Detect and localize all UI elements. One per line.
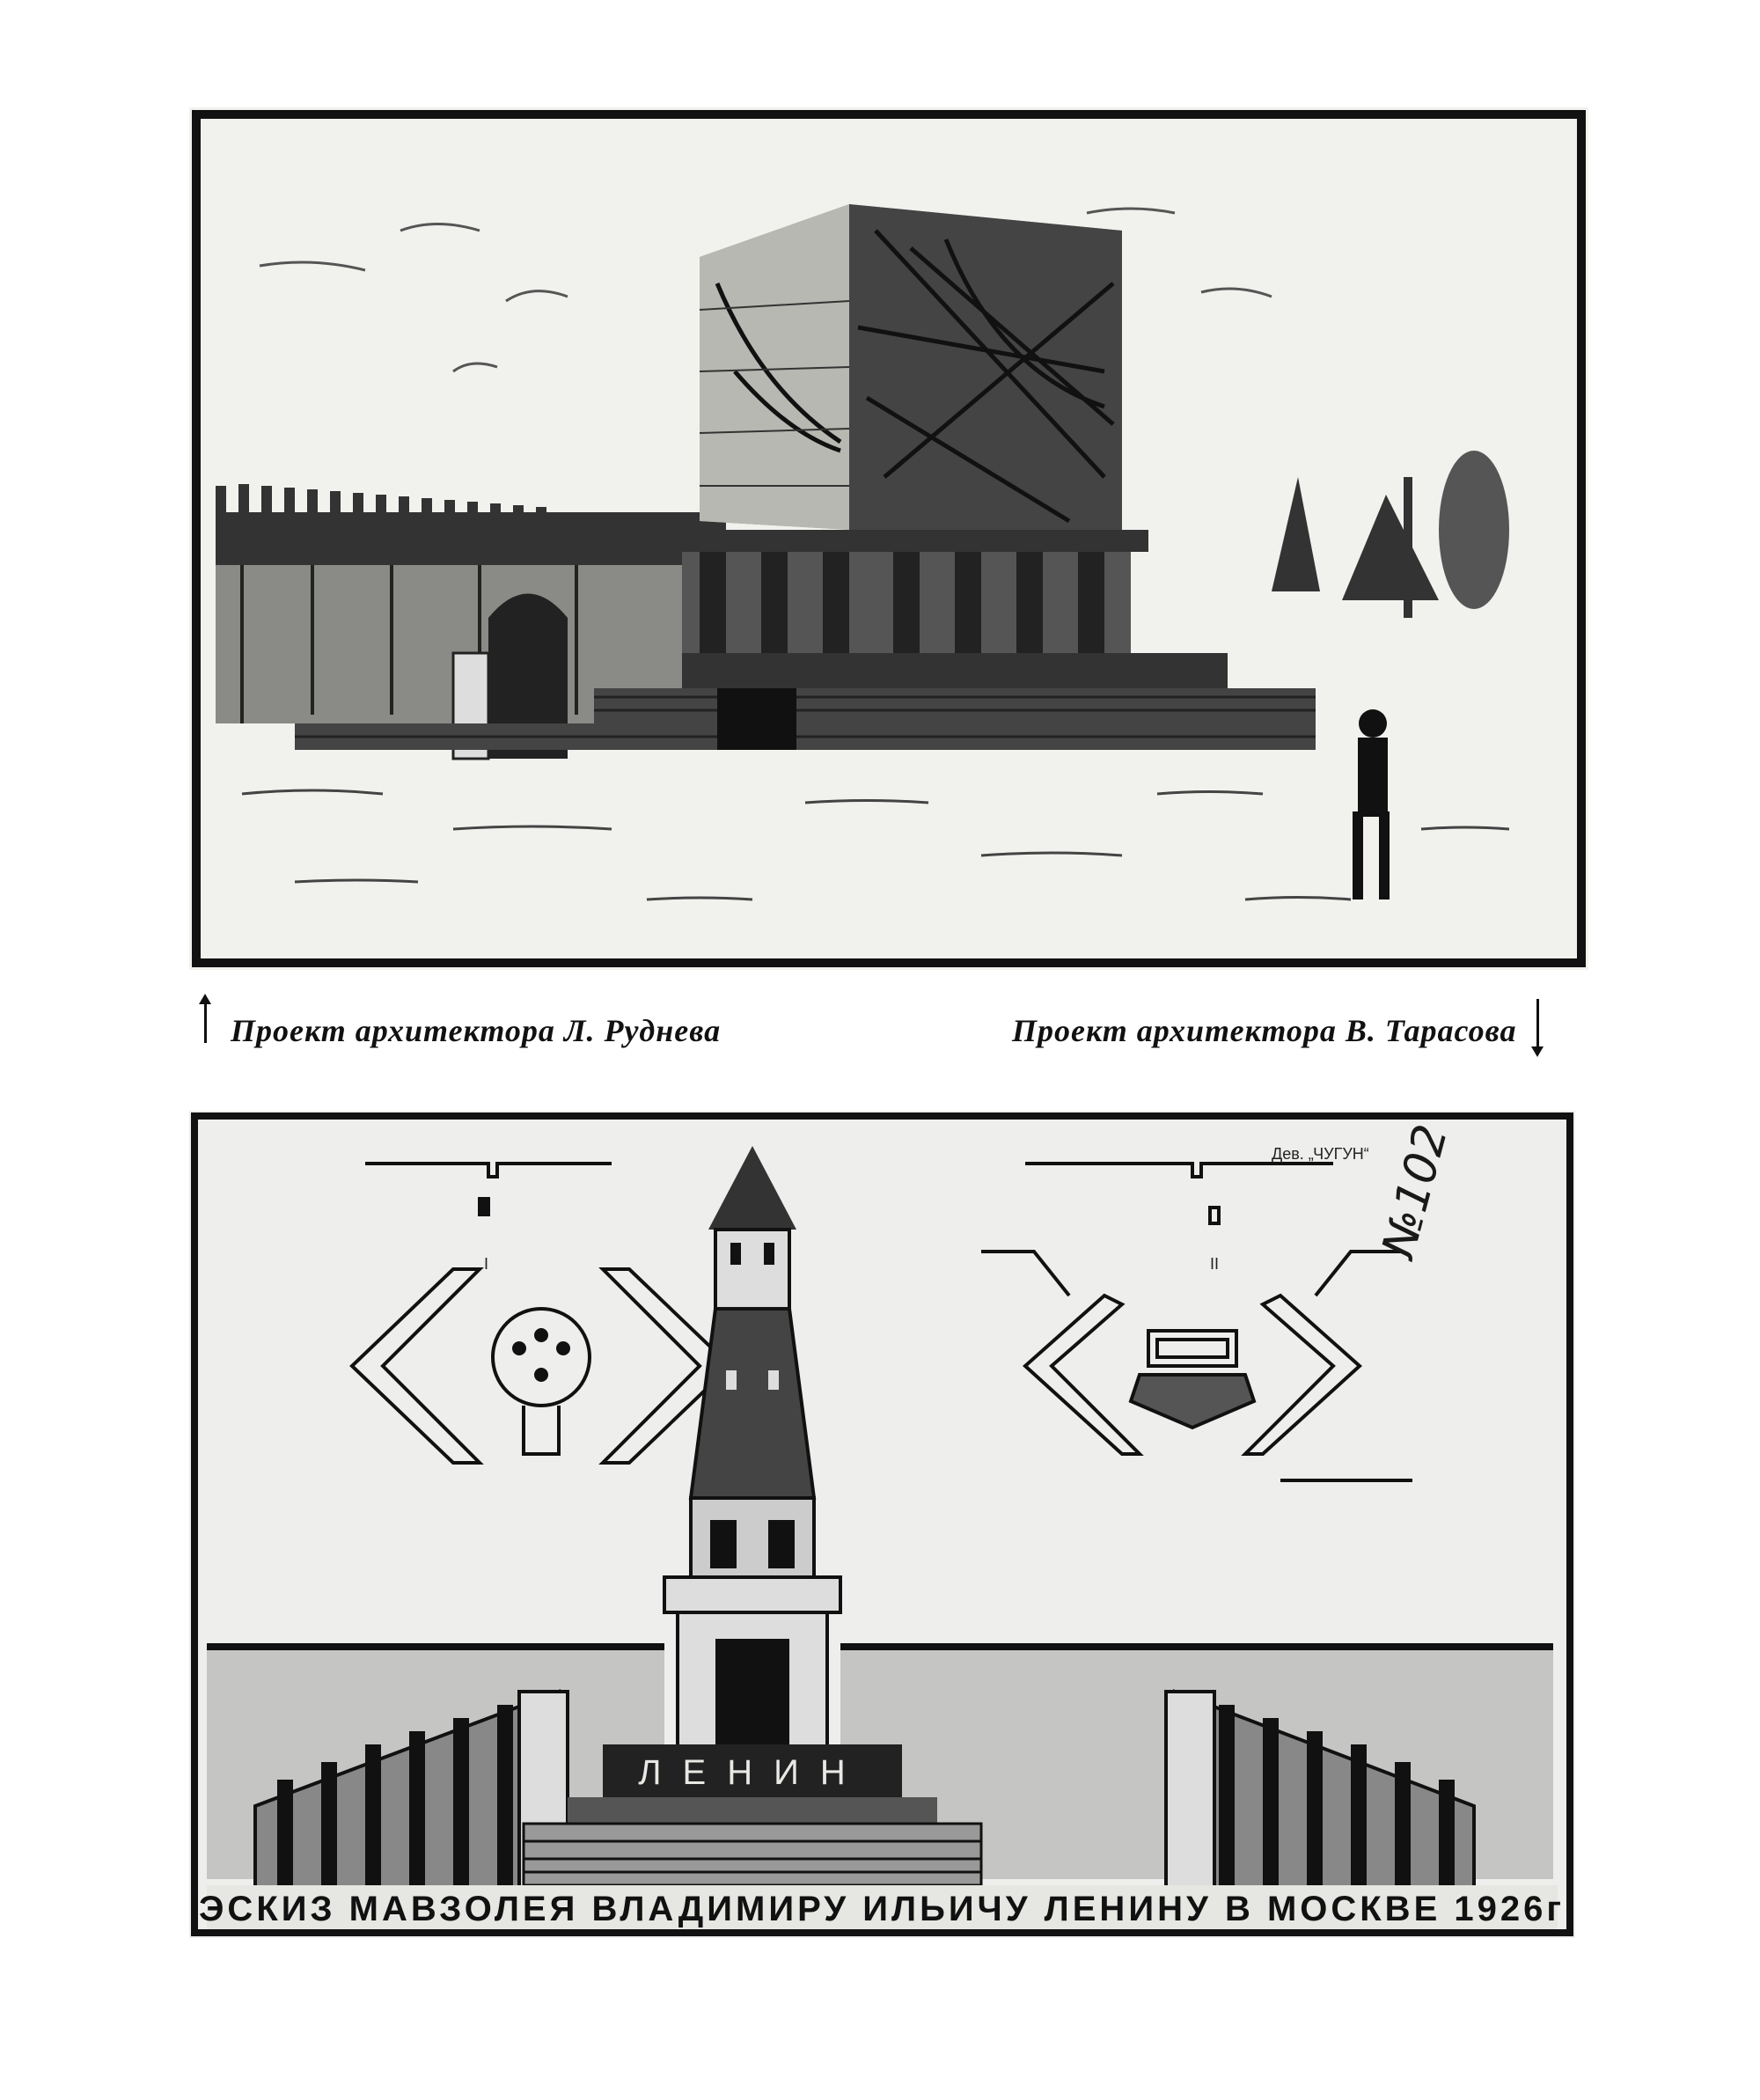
drawing-title: ЭСКИЗ МАВЗОЛЕЯ ВЛАДИМИРУ ИЛЬИЧУ ЛЕНИНУ В МОСКВЕ 1926г xyxy=(198,1890,1566,1928)
plan-two xyxy=(981,1164,1412,1480)
caption-rudnev: Проект архитектора Л. Руднева xyxy=(231,1013,722,1048)
tarasov-drawing-svg xyxy=(189,1111,1575,1938)
rudnev-sketch xyxy=(189,107,1588,970)
rudnev-sketch-drawing xyxy=(189,107,1588,970)
arrow-up-icon xyxy=(204,999,207,1043)
motto-label: Дев. „ЧУГУН“ xyxy=(1272,1145,1369,1163)
kremlin-wall xyxy=(207,1643,1553,1650)
tomb-inscription: ЛЕНИН xyxy=(638,1753,867,1792)
plan-one xyxy=(352,1164,730,1463)
plan-label-one: I xyxy=(484,1255,489,1273)
tarasov-drawing xyxy=(189,1111,1575,1938)
caption-tarasov: Проект архитектора В. Тарасова xyxy=(1012,1013,1517,1048)
number-handwritten: №102 xyxy=(1372,1119,1459,1264)
arrow-down-icon xyxy=(1536,999,1539,1050)
plan-label-two: II xyxy=(1210,1255,1220,1273)
